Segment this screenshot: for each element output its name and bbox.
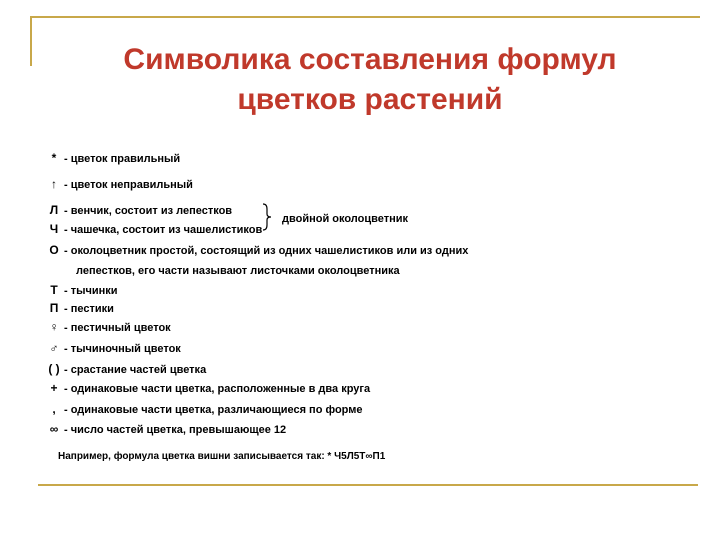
legend-symbol: П: [49, 301, 59, 315]
legend-row-many-parts: [46, 422, 286, 437]
legend-row-stamens: [46, 283, 118, 298]
plus-icon: +: [50, 381, 58, 395]
legend-text: - срастание частей цветка: [64, 364, 207, 376]
legend-text: - венчик, состоит из лепестков: [64, 205, 233, 217]
legend-text: - чашечка, состоит из чашелистиков: [64, 224, 263, 236]
comma-icon: ,: [52, 402, 56, 416]
legend-text: - одинаковые части цветка, расположенные в два круга: [64, 383, 371, 395]
page-title: [60, 40, 680, 120]
parentheses-icon: ( ): [48, 362, 60, 376]
legend-text: - тычинки: [64, 285, 118, 297]
legend-row-two-circles: [46, 381, 370, 396]
title-line-2: цветков растений: [237, 83, 503, 116]
title-line-1: Символика составления формул: [123, 43, 617, 76]
double-perianth-label: двойной околоцветник: [282, 213, 409, 225]
legend-row-different-form: [46, 402, 363, 417]
legend-text: - пестики: [64, 303, 114, 315]
male-symbol-icon: ♂: [49, 341, 59, 355]
infinity-icon: ∞: [49, 422, 59, 436]
legend-text: лепестков, его части называют листочками околоцветника: [76, 265, 400, 277]
legend-row-fusion: [46, 362, 206, 377]
legend-text: - пестичный цветок: [64, 322, 171, 334]
decorative-bottom-rule: [38, 484, 698, 486]
asterisk-icon: *: [51, 151, 57, 165]
legend-text: - цветок правильный: [64, 153, 181, 165]
decorative-top-rule: [30, 16, 700, 18]
legend-text: - одинаковые части цветка, различающиеся по форме: [64, 404, 363, 416]
legend-row-simple-perianth: [46, 243, 468, 258]
example-formula: Например, формула цветка вишни записывается так: * Ч5Л5Т∞П1: [58, 451, 386, 462]
female-symbol-icon: ♀: [49, 320, 59, 334]
curly-brace-icon: [262, 203, 272, 231]
decorative-vertical-rule: [30, 16, 32, 66]
legend-symbol: О: [49, 243, 59, 257]
legend-text: - число частей цветка, превышающее 12: [64, 424, 287, 436]
legend-row-perianth-continuation: [76, 264, 400, 278]
legend-row-regular-flower: [46, 151, 180, 166]
legend-text: - тычиночный цветок: [64, 343, 181, 355]
legend-row-pistillate: [46, 320, 171, 335]
legend-row-staminate: [46, 341, 181, 356]
legend-symbol: Л: [49, 203, 59, 217]
legend-text: - цветок неправильный: [64, 179, 193, 191]
legend-row-irregular-flower: [46, 177, 193, 192]
legend-text: - околоцветник простой, состоящий из одних чашелистиков или из одних: [64, 245, 469, 257]
legend-symbol: Ч: [49, 222, 59, 236]
legend-symbol: Т: [50, 283, 58, 297]
legend-row-pistils: [46, 301, 114, 316]
legend-row-corolla: [46, 203, 232, 218]
arrow-up-icon: ↑: [51, 177, 57, 191]
legend-row-calyx: [46, 222, 262, 237]
